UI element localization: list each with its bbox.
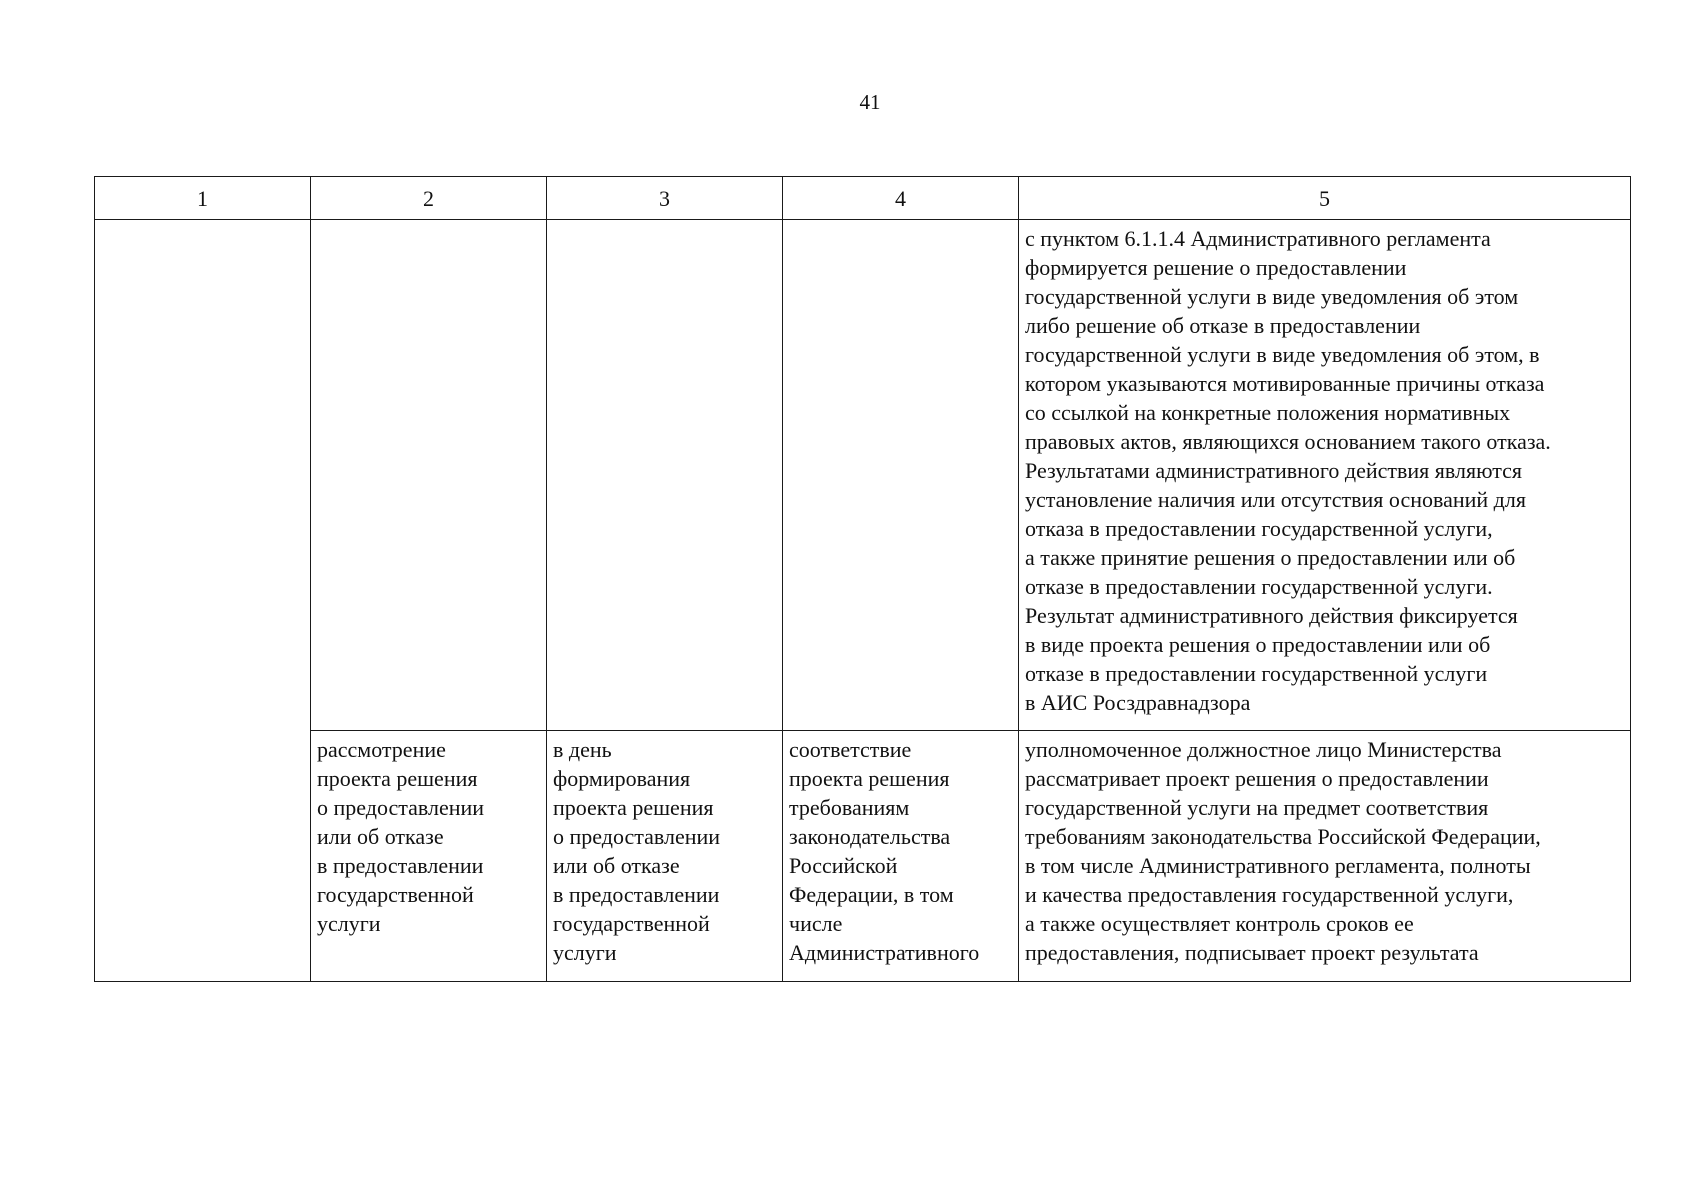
table-cell-col4: [783, 731, 1019, 982]
cell-text: [1025, 735, 1624, 967]
text-line: рассмотрение: [317, 737, 446, 762]
table-cell-col2: [311, 220, 547, 731]
text-line: отказа в предоставлении государственной услуги,: [1025, 516, 1493, 541]
page-number: 41: [859, 90, 881, 114]
text-line: отказе в предоставлении государственной услуги.: [1025, 574, 1493, 599]
text-line: в том числе Административного регламента, полноты: [1025, 853, 1531, 878]
text-line: с пунктом 6.1.1.4 Административного регламента: [1025, 226, 1491, 251]
cell-text: [789, 735, 1012, 967]
table-row: [95, 731, 1631, 982]
table-cell-col5: [1019, 220, 1631, 731]
text-line: в день: [553, 737, 612, 762]
text-line: государственной услуги в виде уведомления об этом: [1025, 284, 1519, 309]
text-line: в предоставлении: [553, 882, 720, 907]
column-header-1: 1: [95, 177, 311, 220]
table-cell-col3: [547, 731, 783, 982]
text-line: услуги: [553, 940, 617, 965]
text-line: требованиям: [789, 795, 910, 820]
table-row: [95, 220, 1631, 731]
text-line: рассматривает проект решения о предоставлении: [1025, 766, 1489, 791]
text-line: государственной: [317, 882, 474, 907]
text-line: требованиям законодательства Российской Федерации,: [1025, 824, 1541, 849]
table-cell-col2: [311, 731, 547, 982]
table-cell-col4: [783, 220, 1019, 731]
table-cell-col1: [95, 220, 311, 982]
text-line: в АИС Росздравнадзора: [1025, 690, 1251, 715]
text-line: государственной услуги на предмет соответствия: [1025, 795, 1489, 820]
text-line: Российской: [789, 853, 898, 878]
procedure-table: [94, 176, 1631, 982]
text-line: проекта решения: [317, 766, 478, 791]
text-line: со ссылкой на конкретные положения нормативных: [1025, 400, 1511, 425]
text-line: предоставления, подписывает проект результата: [1025, 940, 1479, 965]
text-line: Административного: [789, 940, 980, 965]
text-line: Результатами административного действия являются: [1025, 458, 1523, 483]
table-cell-col3: [547, 220, 783, 731]
text-line: или об отказе: [553, 853, 680, 878]
text-line: и качества предоставления государственной услуги,: [1025, 882, 1514, 907]
text-line: котором указываются мотивированные причины отказа: [1025, 371, 1545, 396]
cell-text: [553, 735, 776, 967]
text-line: о предоставлении: [317, 795, 485, 820]
column-header-2: 2: [311, 177, 547, 220]
text-line: Результат административного действия фиксируется: [1025, 603, 1518, 628]
text-line: а также принятие решения о предоставлении или об: [1025, 545, 1516, 570]
text-line: в предоставлении: [317, 853, 484, 878]
column-header-3: 3: [547, 177, 783, 220]
text-line: а также осуществляет контроль сроков ее: [1025, 911, 1414, 936]
text-line: о предоставлении: [553, 824, 721, 849]
column-header-5: 5: [1019, 177, 1631, 220]
text-line: государственной: [553, 911, 710, 936]
text-line: законодательства: [789, 824, 951, 849]
text-line: правовых актов, являющихся основанием такого отказа.: [1025, 429, 1551, 454]
text-line: или об отказе: [317, 824, 444, 849]
text-line: уполномоченное должностное лицо Министерства: [1025, 737, 1502, 762]
text-line: государственной услуги в виде уведомления об этом, в: [1025, 342, 1540, 367]
table-cell-col5: [1019, 731, 1631, 982]
text-line: либо решение об отказе в предоставлении: [1025, 313, 1421, 338]
cell-text: [317, 735, 540, 938]
text-line: установление наличия или отсутствия оснований для: [1025, 487, 1526, 512]
table-header-row: [95, 177, 1631, 220]
text-line: соответствие: [789, 737, 912, 762]
text-line: проекта решения: [553, 795, 714, 820]
text-line: числе: [789, 911, 843, 936]
column-header-4: 4: [783, 177, 1019, 220]
text-line: формирования: [553, 766, 691, 791]
text-line: формируется решение о предоставлении: [1025, 255, 1407, 280]
text-line: в виде проекта решения о предоставлении или об: [1025, 632, 1491, 657]
text-line: Федерации, в том: [789, 882, 954, 907]
text-line: отказе в предоставлении государственной услуги: [1025, 661, 1488, 686]
text-line: проекта решения: [789, 766, 950, 791]
text-line: услуги: [317, 911, 381, 936]
cell-text: [1025, 224, 1624, 717]
